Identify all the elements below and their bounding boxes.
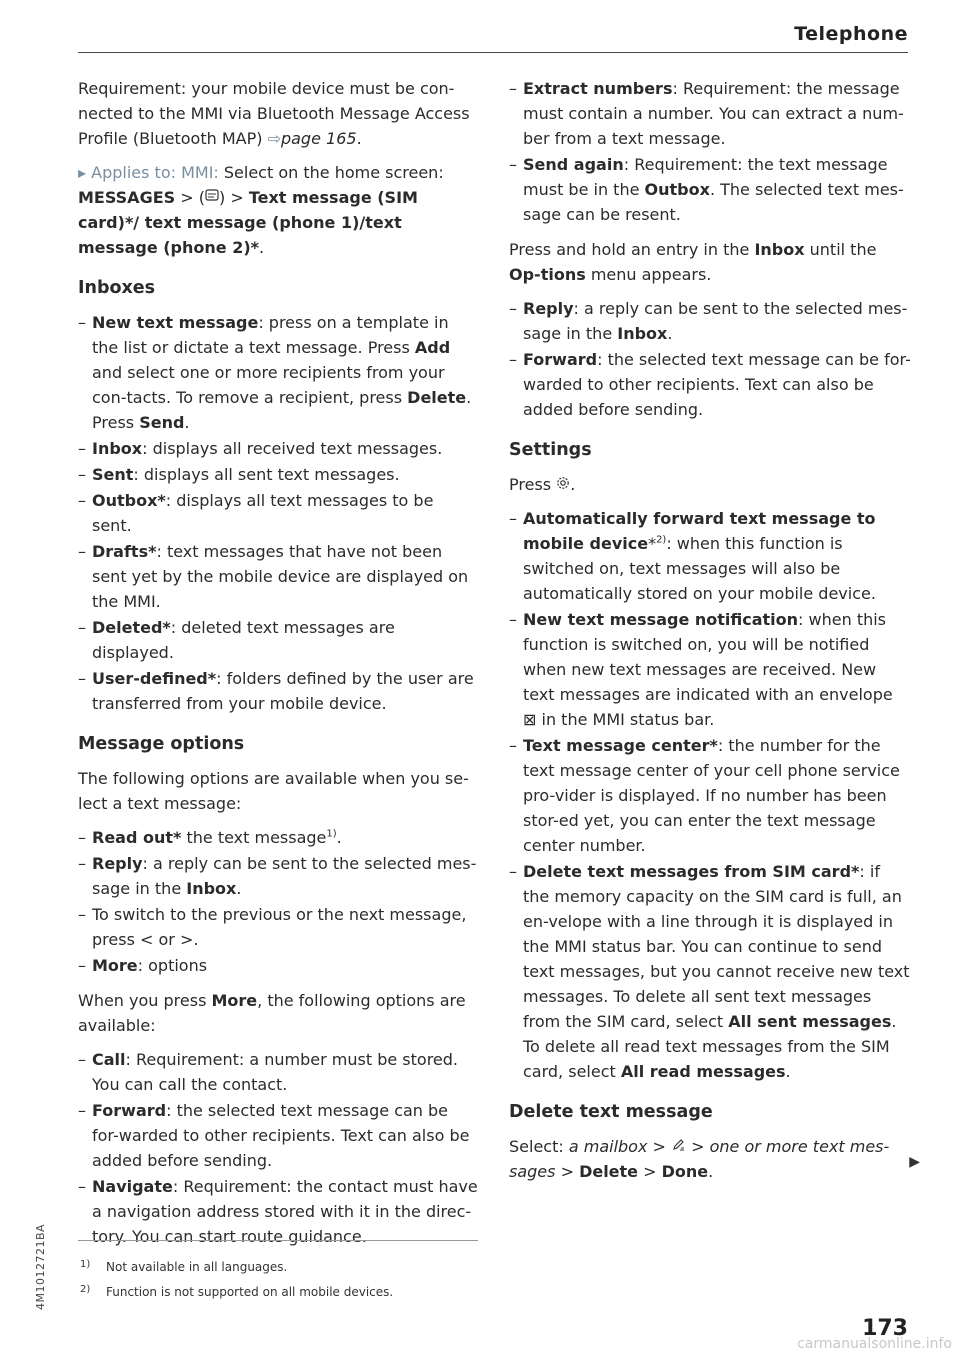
list-text: : text messages that have not been sent yet by the mobile device are displayed on the MMI. bbox=[92, 542, 469, 611]
list-text: . bbox=[184, 413, 190, 432]
footnote-text: Function is not supported on all mobile devices. bbox=[106, 1285, 394, 1299]
para-term: Inbox bbox=[754, 240, 805, 259]
list-term: Drafts* bbox=[92, 542, 157, 561]
list-item bbox=[509, 347, 911, 422]
list-term: Inbox bbox=[186, 879, 237, 898]
list-term: Inbox bbox=[617, 324, 668, 343]
footnote bbox=[78, 1280, 478, 1305]
page-ref-arrow-icon: ⇨ bbox=[267, 129, 281, 148]
list-term: Delete text messages from SIM card* bbox=[523, 862, 860, 881]
list-text: . bbox=[236, 879, 242, 898]
message-options-intro: The following options are available when you se-lect a text message: bbox=[78, 769, 469, 813]
page-ref-link[interactable]: page 165 bbox=[280, 129, 357, 148]
list-term: More bbox=[92, 956, 138, 975]
list-text: : a reply can be sent to the selected mes-sage in the bbox=[523, 299, 908, 343]
list-text: : the selected text message can be for-warded to other recipients. Text can also be added before sending. bbox=[92, 1101, 470, 1170]
continue-arrow-icon: ▶ bbox=[909, 1154, 920, 1170]
requirement-text: Requirement: your mobile device must be con-nected to the MMI via Bluetooth Message Access Profile (Bluetooth MAP) bbox=[78, 79, 470, 148]
requirement-end: . bbox=[356, 129, 362, 148]
list-item bbox=[78, 1174, 478, 1249]
list-term: Delete bbox=[407, 388, 467, 407]
list-text: : Requirement: the text message must be in the bbox=[523, 155, 888, 199]
para-text: Select: bbox=[509, 1137, 569, 1156]
para-text: > bbox=[638, 1162, 662, 1181]
para-term: Op-tions bbox=[509, 265, 586, 284]
list-text: : the selected text message can be for-warded to other recipients. Text can also be added before sending. bbox=[523, 350, 911, 419]
list-item bbox=[509, 76, 911, 151]
para-italic: > one or more text mes-sages bbox=[509, 1137, 890, 1181]
list-item bbox=[78, 1098, 478, 1173]
applies-paragraph bbox=[78, 160, 478, 260]
applies-text: Select on the home screen: bbox=[218, 163, 444, 182]
para-text: , the following options are available: bbox=[78, 991, 466, 1035]
list-text: . The selected text mes-sage can be resent. bbox=[523, 180, 904, 224]
list-term: Text message center* bbox=[523, 736, 718, 755]
para-text: Press and hold an entry in the bbox=[509, 240, 755, 259]
list-text: : a reply can be sent to the selected mes-sage in the bbox=[92, 854, 477, 898]
list-term: Send bbox=[139, 413, 185, 432]
list-item bbox=[78, 615, 478, 665]
list-term: Extract numbers bbox=[523, 79, 673, 98]
list-item bbox=[78, 851, 478, 901]
list-term: New text message notification bbox=[523, 610, 799, 629]
list-text: in the MMI status bar. bbox=[536, 710, 715, 729]
page-header-title: Telephone bbox=[794, 23, 908, 45]
footnote-mark: 1) bbox=[80, 1259, 91, 1270]
header-rule bbox=[78, 52, 908, 53]
footnote-text: Not available in all languages. bbox=[106, 1260, 288, 1274]
message-options-heading: Message options bbox=[78, 734, 245, 754]
list-item bbox=[78, 902, 478, 952]
settings-gear-icon bbox=[556, 472, 570, 497]
list-item bbox=[78, 825, 478, 850]
inboxes-list bbox=[78, 310, 478, 716]
list-text: : when this function is switched on, text messages will also be automatically stored on your mobile device. bbox=[523, 534, 876, 603]
path-sep: > ( bbox=[175, 188, 205, 207]
right-column bbox=[509, 76, 911, 1193]
para-text: . bbox=[708, 1162, 714, 1181]
left-column bbox=[78, 76, 478, 1259]
list-text: : folders defined by the user are transferred from your mobile device. bbox=[92, 669, 474, 713]
list-item bbox=[78, 488, 478, 538]
when-more-paragraph bbox=[78, 988, 478, 1038]
list-term: New text message bbox=[92, 313, 259, 332]
para-text: menu appears. bbox=[585, 265, 712, 284]
list-term: Outbox* bbox=[92, 491, 166, 510]
delete-heading: Delete text message bbox=[509, 1102, 713, 1122]
list-item bbox=[509, 296, 911, 346]
list-term: Send again bbox=[523, 155, 624, 174]
list-term: Add bbox=[414, 338, 451, 357]
list-text: : displays all text messages to be sent. bbox=[92, 491, 434, 535]
settings-list bbox=[509, 506, 911, 1084]
list-item bbox=[78, 310, 478, 435]
footnote-ref: 2) bbox=[656, 534, 667, 546]
para-text: . bbox=[570, 475, 576, 494]
list-text: . To delete all read text messages from the SIM card, select bbox=[523, 1012, 897, 1081]
list-text: : Requirement: a number must be stored. You can call the contact. bbox=[92, 1050, 459, 1094]
para-text: > bbox=[555, 1162, 580, 1181]
list-item bbox=[78, 462, 478, 487]
list-term: Navigate bbox=[92, 1177, 173, 1196]
list-item bbox=[78, 1047, 478, 1097]
list-text: . bbox=[336, 828, 342, 847]
footnote bbox=[78, 1255, 478, 1280]
list-text: : displays all received text messages. bbox=[142, 439, 443, 458]
para-term: Delete bbox=[579, 1162, 639, 1181]
list-text: : when this function is switched on, you will be notified when new text messages are received. New text messages are indicated with an envelope bbox=[523, 610, 893, 704]
message-icon bbox=[205, 185, 219, 210]
list-term: Deleted* bbox=[92, 618, 171, 637]
footnote-ref: 1) bbox=[326, 828, 337, 840]
list-text: : options bbox=[137, 956, 208, 975]
next-arrow-icon: > bbox=[179, 930, 194, 949]
message-options-list bbox=[78, 825, 478, 978]
list-term: All sent messages bbox=[728, 1012, 892, 1031]
list-item bbox=[78, 953, 478, 978]
settings-heading: Settings bbox=[509, 440, 592, 460]
list-term: All read messages bbox=[620, 1062, 786, 1081]
requirement-paragraph bbox=[78, 76, 478, 151]
list-item bbox=[78, 436, 478, 461]
list-term: Reply bbox=[92, 854, 143, 873]
para-text: When you press bbox=[78, 991, 212, 1010]
para-term: Done bbox=[661, 1162, 709, 1181]
list-text: To switch to the previous or the next message, press bbox=[92, 905, 467, 949]
list-item bbox=[509, 859, 911, 1084]
list-term: Outbox bbox=[644, 180, 710, 199]
list-text: : Requirement: the contact must have a navigation address stored with it in the direc-tory. You can start route guidance. bbox=[92, 1177, 478, 1246]
delete-select-paragraph bbox=[509, 1134, 911, 1184]
list-term: Read out* bbox=[92, 828, 182, 847]
settings-press-paragraph bbox=[509, 472, 911, 497]
top-options-list bbox=[509, 76, 911, 227]
list-text: : displays all sent text messages. bbox=[133, 465, 400, 484]
envelope-icon: ⊠ bbox=[523, 710, 537, 729]
list-text: . bbox=[667, 324, 673, 343]
list-text: : deleted text messages are displayed. bbox=[92, 618, 395, 662]
para-text: Press bbox=[509, 475, 557, 494]
list-text: . Press bbox=[92, 388, 472, 432]
list-term: Sent bbox=[92, 465, 134, 484]
list-text: : Requirement: the message must contain a number. You can extract a num-ber from a text message. bbox=[523, 79, 904, 148]
edit-pencil-icon bbox=[671, 1134, 686, 1159]
list-item bbox=[509, 152, 911, 227]
applies-to-label: Applies to: MMI: bbox=[91, 163, 219, 182]
list-item bbox=[509, 733, 911, 858]
applies-bullet-icon: ▸ bbox=[78, 163, 87, 182]
page-number: 173 bbox=[862, 1316, 908, 1341]
list-text: : the number for the text message center of your cell phone service pro-vider is displayed. If no number has been stor-ed yet, you can enter the text message center number. bbox=[523, 736, 900, 855]
press-hold-paragraph bbox=[509, 237, 911, 287]
para-term: More bbox=[211, 991, 258, 1010]
list-term: Call bbox=[92, 1050, 126, 1069]
list-term: User-defined* bbox=[92, 669, 217, 688]
para-text: until the bbox=[804, 240, 877, 259]
path-messages: MESSAGES bbox=[78, 188, 176, 207]
inboxes-heading: Inboxes bbox=[78, 278, 156, 298]
list-item bbox=[509, 607, 911, 732]
list-term: Forward bbox=[523, 350, 598, 369]
list-term: Inbox bbox=[92, 439, 143, 458]
options-menu-list bbox=[509, 296, 911, 422]
list-text: . bbox=[785, 1062, 791, 1081]
list-text: : if the memory capacity on the SIM card is full, an en-velope with a line through it is displayed in the MMI status bar. You can continue to send text messages, but you cannot receive new text messages. To delete all sent text messages from the SIM card, select bbox=[523, 862, 910, 1031]
watermark: carmanualsonline.info bbox=[797, 1336, 952, 1352]
list-text: : press on a template in the list or dictate a text message. Press bbox=[92, 313, 449, 357]
path-rest: Text message (SIM card)*/ text message (phone 1)/text message (phone 2)* bbox=[78, 188, 418, 257]
list-term: Reply bbox=[523, 299, 574, 318]
footnote-mark: 2) bbox=[80, 1284, 91, 1295]
list-term: Forward bbox=[92, 1101, 167, 1120]
list-text: . bbox=[193, 930, 199, 949]
para-text: > bbox=[647, 1137, 672, 1156]
list-text: or bbox=[153, 930, 180, 949]
list-item bbox=[509, 506, 911, 606]
list-term: Automatically forward text message to mobile device bbox=[523, 509, 876, 553]
prev-arrow-icon: < bbox=[139, 930, 154, 949]
more-options-list bbox=[78, 1047, 478, 1249]
document-id: 4M1012721BA bbox=[34, 1223, 47, 1310]
path-sep: ) > bbox=[218, 188, 249, 207]
list-item bbox=[78, 539, 478, 614]
para-italic: a mailbox bbox=[568, 1137, 648, 1156]
footnotes bbox=[78, 1240, 478, 1305]
list-text: * bbox=[648, 534, 657, 553]
list-item bbox=[78, 666, 478, 716]
path-end: . bbox=[259, 238, 265, 257]
list-text: and select one or more recipients from your con-tacts. To remove a recipient, press bbox=[92, 363, 445, 407]
list-text: the text message bbox=[181, 828, 327, 847]
